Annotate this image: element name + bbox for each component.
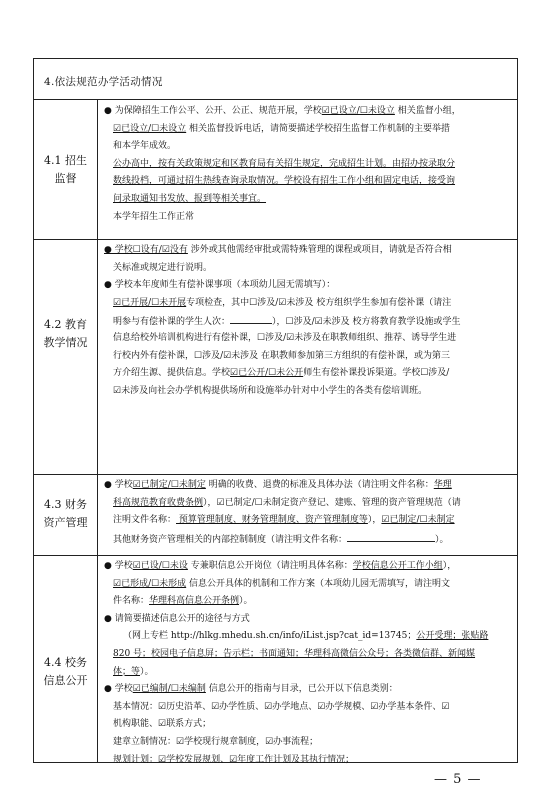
answer-text: 公办高中，按有关政策规定和区教育局有关招生规定，完成招生计划。由招办按录取分 [113, 158, 456, 169]
text: ）。 [239, 596, 253, 607]
row-divider [34, 99, 517, 100]
text: 机构职能、☑联系方式； [113, 719, 212, 730]
row-label-line: 4.2 教育 [44, 318, 87, 331]
answer-text: 华理科高信息公开条例 [149, 596, 240, 607]
text: ）。 [435, 534, 449, 545]
checkbox-choice: ☑已形成/☐未形成 [113, 578, 187, 589]
text: 信息公开的指南与目录，已公开以下信息类别： [205, 684, 398, 695]
text: 师生有偿补课投诉渠道。学校☐涉及/ [303, 368, 450, 379]
answer-text: 华理 [433, 480, 452, 490]
report-table [33, 58, 518, 763]
answer-text: 预算管理制度、财务管理制度、资产管理制度等 [176, 515, 368, 526]
row-label-line: 教学情况 [43, 336, 88, 349]
text: ● 学校 [104, 480, 133, 490]
checkbox-choice: ☑已编制/☐未编制 [132, 684, 206, 695]
row-label-teaching [34, 316, 97, 352]
fill-blank [347, 530, 435, 542]
checkbox-choice: ☑已制定/☐未制定 [381, 515, 455, 526]
row-label-line: 4.3 财务 [44, 498, 87, 511]
answer-text: 体；等 [113, 666, 141, 677]
checkbox-choice: ☑已制定/☐未制定 [132, 480, 206, 490]
info-disclosure-content [104, 558, 512, 769]
text: 行校内外有偿补课，☐涉及/☑未涉及 在职教师参加第三方组织的有偿补课，或为第三 [113, 350, 451, 361]
row-label-line: 4.1 招生 [44, 154, 87, 167]
answer-text: 数线投档，可通过招生热线查询录取情况。学校设有招生工作小组和固定电话，接受询 [113, 176, 456, 187]
checkbox-choice: ☑已设立/☐未设立 [321, 106, 395, 116]
text: 专项检查，其中☐涉及/☑未涉及 校方组织学生参加有偿补课（请注 [186, 297, 452, 308]
text: 注明文件名称： [113, 515, 177, 526]
answer-text: 公开受理；张贴路 [416, 631, 489, 642]
row-divider [34, 474, 517, 475]
row-label-admissions [34, 152, 97, 188]
text: 规划计划：☑学校发展规划、☑年度工作计划及其执行情况； [113, 754, 355, 765]
text: 专兼职信息公开岗位（请注明具体名称： [187, 561, 353, 571]
text: ）。 [140, 666, 154, 677]
row-label-info-disclosure [34, 654, 97, 690]
row-label-line: 资产管理 [43, 516, 88, 529]
text: 涉外或其他需经审批或需特殊管理的课程或项目，请就是否符合相 [187, 245, 452, 255]
section-title: 4.依法规范办学活动情况 [44, 76, 163, 88]
teaching-content [104, 242, 512, 400]
answer-text: 学校信息公开工作小组 [352, 561, 443, 571]
text: ），☐涉及/☑未涉及 校方将教育教学设施或学生 [272, 317, 461, 328]
answer-text: 本学年招生工作正常 [113, 211, 195, 222]
text: 基本情况：☑历史沿革、☑办学性质、☑办学地点、☑办学规模、☑办学基本条件、☑ [113, 701, 450, 712]
answer-text: 科高规范教育收费条例 [113, 497, 204, 508]
row-label-line: 信息公开 [43, 674, 88, 687]
text: ● 学校 [104, 684, 133, 695]
text: 信息公开具体的机制和工作方案（本项幼儿园无需填写，请注明文 [186, 578, 451, 589]
finance-content [104, 477, 512, 547]
fill-blank [230, 312, 272, 324]
text: ● 请简要描述信息公开的途径与方式 [104, 613, 250, 624]
text: 和本学年成效。 [113, 141, 177, 152]
checkbox-choice: ● 学校☐设有/☑没有 [104, 245, 188, 255]
text: ● 为保障招生工作公平、公开、公正、规范开展，学校 [104, 106, 322, 116]
row-label-line: 监督 [54, 172, 77, 185]
text: （网上专栏 http://hlkg.mhedu.sh.cn/info/iList.jsp?cat_id=13745； [123, 631, 417, 642]
row-divider [34, 555, 517, 556]
text: 方介绍生源、提供信息。学校 [113, 368, 231, 379]
text: 信息给校外培训机构进行有偿补课，☐涉及/☑未涉及在职教师组织、推荐、诱导学生进 [113, 332, 457, 343]
text: 关标准或规定进行说明。 [113, 262, 213, 273]
text: ）， [367, 515, 382, 526]
text: ● 学校 [104, 561, 133, 571]
text: 相关监督投诉电话，请简要描述学校招生监督工作机制的主要举措 [186, 123, 451, 134]
text: 建章立制情况：☑学校现行规章制度，☑办事流程； [113, 736, 319, 747]
checkbox-choice: ☑已公开/☐未公开 [230, 368, 304, 379]
text: 相关监督小组， [394, 106, 461, 116]
text: 其他财务资产管理相关的内部控制制度（请注明文件名称： [113, 534, 348, 545]
checkbox-choice: ☑已设/☐未设 [132, 561, 188, 571]
text: 明参与有偿补课的学生人次： [113, 317, 231, 328]
answer-text: 820 号；校园电子信息屏；告示栏；书面通知；华理科高微信公众号；各类微信群、新闻媒 [113, 648, 476, 659]
text: ● 学校本年度师生有偿补课事项（本项幼儿园无需填写）： [104, 280, 336, 291]
checkbox-choice: ☑已设立/☐未设立 [113, 123, 187, 134]
admissions-content [104, 103, 512, 226]
text: ☑未涉及向社会办学机构提供场所和设施举办针对中小学生的各类有偿培训班。 [113, 385, 428, 396]
answer-text: 问录取通知书发放、报到等相关事宜。 [113, 193, 267, 204]
text: ☑已制定/☐未制定资产登记、建账、管理的资产管理规范（请 [216, 497, 461, 508]
page-number: — 5 — [434, 772, 482, 787]
text: ）， [442, 561, 457, 571]
row-label-line: 4.4 校务 [44, 656, 87, 669]
text: 件名称： [113, 596, 150, 607]
text: ）， [203, 497, 217, 508]
row-label-finance [34, 496, 97, 532]
row-divider [34, 239, 517, 240]
column-divider [97, 99, 98, 762]
checkbox-choice: ☑已开展/☐未开展 [113, 297, 187, 308]
text: 明确的收费、退费的标准及具体办法（请注明文件名称： [205, 480, 434, 490]
